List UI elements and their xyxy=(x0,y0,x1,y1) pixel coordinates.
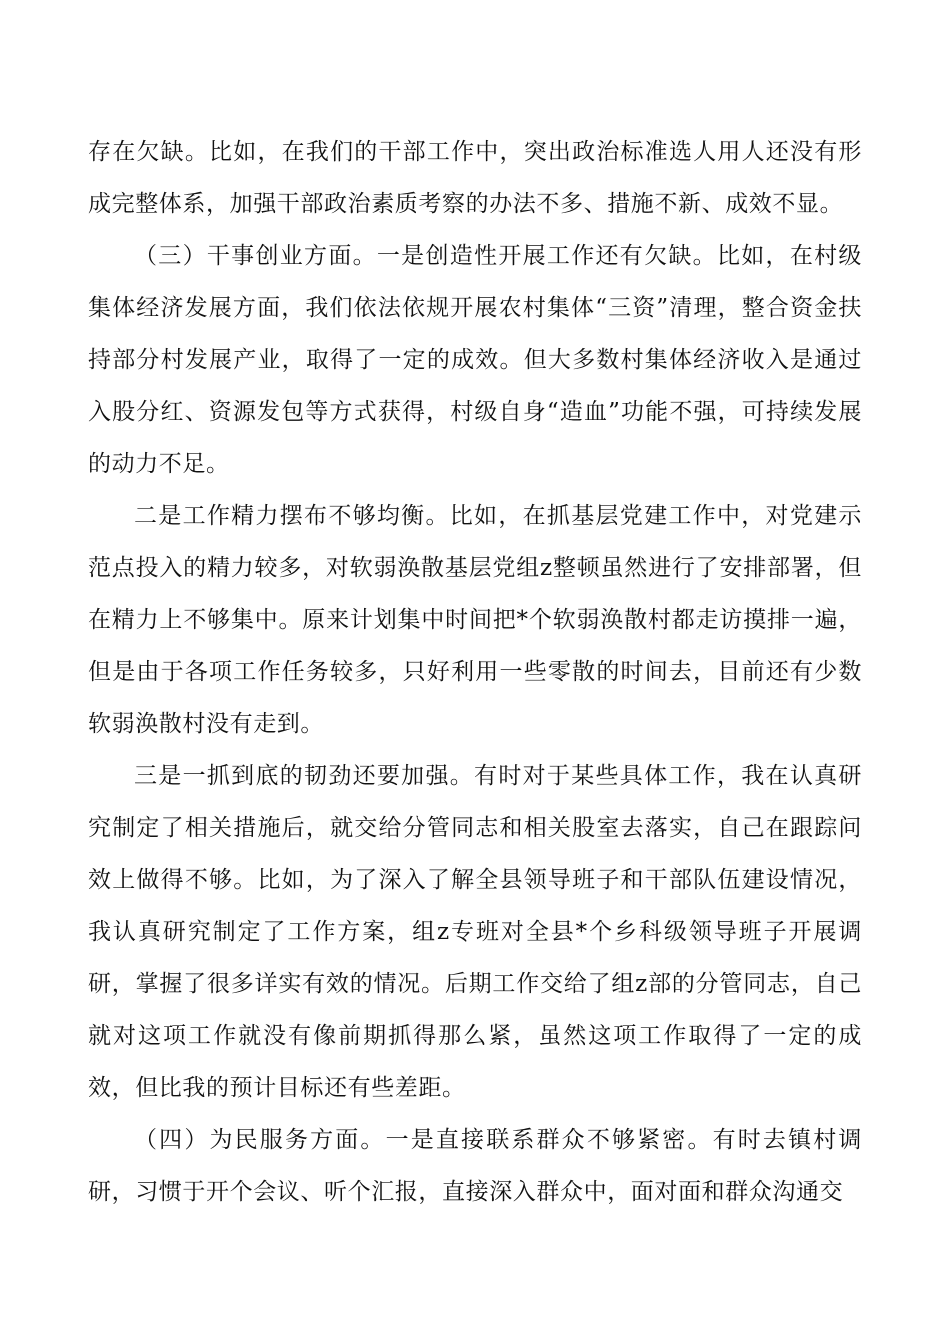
paragraph-persistence: 三是一抓到底的韧劲还要加强。有时对于某些具体工作，我在认真研究制定了相关措施后，就交给分管同志和相关股室去落实，自己在跟踪问效上做得不够。比如，为了深入了解全县领导班子和干部队伍建设情况，我认真研究制定了工作方案，组z专班对全县*个乡科级领导班子开展调研，掌握了很多详实有效的情况。后期工作交给了组z部的分管同志，自己就对这项工作就没有像前期抓得那么紧，虽然这项工作取得了一定的成效，但比我的预计目标还有些差距。 xyxy=(88,763,862,1101)
paragraph-energy-balance: 二是工作精力摆布不够均衡。比如，在抓基层党建工作中，对党建示范点投入的精力较多，对软弱涣散基层党组z整顿虽然进行了安排部署，但在精力上不够集中。原来计划集中时间把*个软弱涣散村都走访摸排一遍，但是由于各项工作任务较多，只好利用一些零散的时间去，目前还有少数软弱涣散村没有走到。 xyxy=(88,503,862,737)
paragraph-section-four: （四）为民服务方面。一是直接联系群众不够紧密。有时去镇村调研，习惯于开个会议、听个汇报，直接深入群众中，面对面和群众沟通交 xyxy=(88,1127,862,1205)
paragraph-continuation: 存在欠缺。比如，在我们的干部工作中，突出政治标准选人用人还没有形成完整体系，加强干部政治素质考察的办法不多、措施不新、成效不显。 xyxy=(88,139,862,217)
paragraph-section-three: （三）干事创业方面。一是创造性开展工作还有欠缺。比如，在村级集体经济发展方面，我们依法依规开展农村集体“三资”清理，整合资金扶持部分村发展产业，取得了一定的成效。但大多数村集体经济收入是通过入股分红、资源发包等方式获得，村级自身“造血”功能不强，可持续发展的动力不足。 xyxy=(88,243,862,477)
document-body xyxy=(88,126,862,1218)
